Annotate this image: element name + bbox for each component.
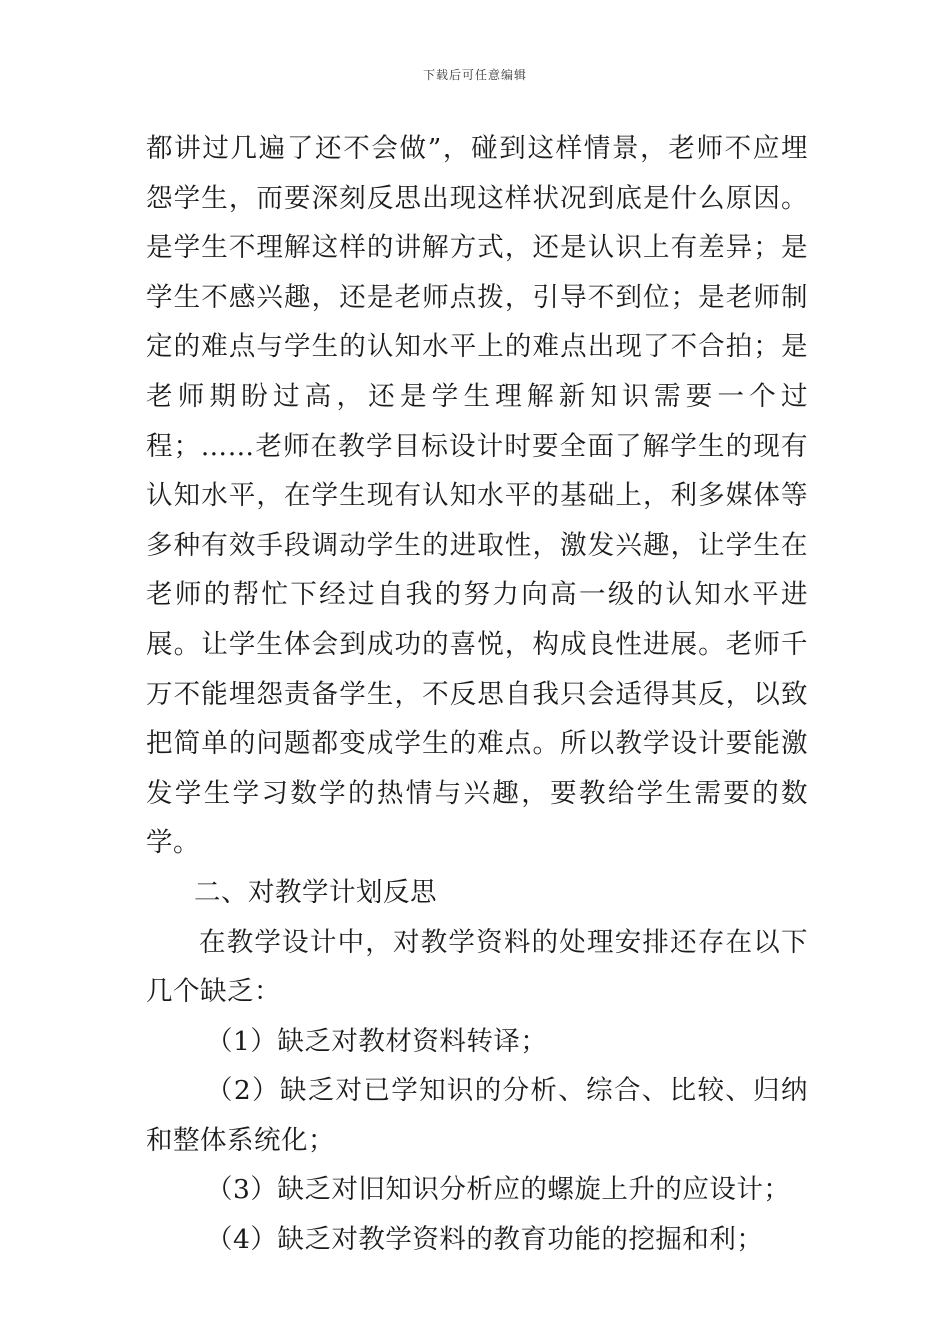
body-paragraph: 在教学设计中，对教学资料的处理安排还存在以下几个缺乏： [146,926,808,1008]
list-item: （1）缺乏对教材资料转译； [206,1025,548,1057]
section-heading: 二、对教学计划反思 [194,876,437,908]
list-item: （2）缺乏对已学知识的分析、综合、比较、归纳和整体系统化； [146,1075,808,1156]
page-header: 下载后可任意编辑 [422,68,527,82]
body-paragraph: 都讲过几遍了还不会做”，碰到这样情景，老师不应埋怨学生，而要深刻反思出现这样状况到底是什么原因。是学生不理解这样的讲解方式，还是认识上有差异；是学生不感兴趣，还是老师点拨，引导不到位；是老师制定的难点与学生的认知水平上的难点出现了不合拍；是老师期盼过高，还是学生理解新知识需要一个过程；……老师在教学目标设计时要全面了解学生的现有认知水平，在学生现有认知水平的基础上，利多媒体等多种有效手段调动学生的进取性，激发兴趣，让学生在老师的帮忙下经过自我的努力向高一级的认知水平进展。让学生体会到成功的喜悦，构成良性进展。老师千万不能埋怨责备学生，不反思自我只会适得其反，以致把简单的问题都变成学生的难点。所以教学设计要能激发学生学习数学的热情与兴趣，要教给学生需要的数学。 [146,133,808,859]
list-item: （4）缺乏对教学资料的教育功能的挖掘和利； [206,1224,764,1256]
document-body [146,124,808,1265]
list-item: （3）缺乏对旧知识分析应的螺旋上升的应设计； [206,1174,791,1206]
